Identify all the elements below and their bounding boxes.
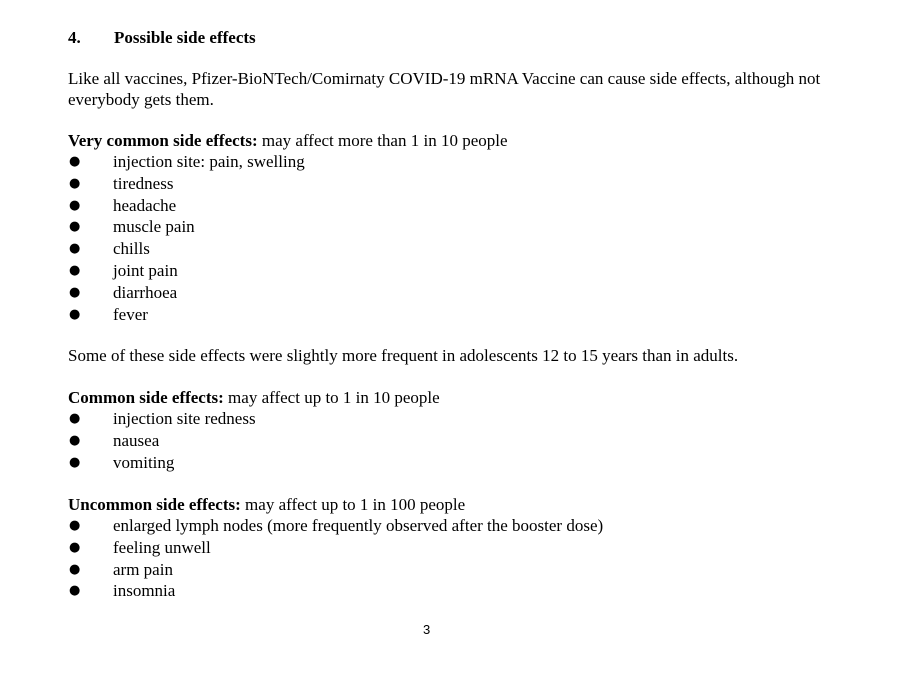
common-label: Common side effects: xyxy=(68,388,224,407)
uncommon-qualifier: may affect up to 1 in 100 people xyxy=(240,495,466,514)
list-item xyxy=(68,537,848,559)
bullet-icon: ● xyxy=(69,411,81,426)
very-common-qualifier: may affect more than 1 in 10 people xyxy=(257,131,508,150)
bullet-icon: ● xyxy=(69,175,81,191)
bullet-icon: ● xyxy=(69,262,81,278)
list-item xyxy=(68,452,848,474)
list-item-text: diarrhoea xyxy=(113,282,178,302)
list-item xyxy=(68,173,848,195)
common-list xyxy=(68,408,848,473)
bullet-icon: ● xyxy=(69,454,81,470)
list-item-text: feeling unwell xyxy=(113,537,211,557)
uncommon-heading xyxy=(68,494,848,515)
section-number: 4. xyxy=(68,28,81,47)
list-item xyxy=(68,195,848,217)
bullet-icon: ● xyxy=(69,432,81,448)
list-item-text: fever xyxy=(113,304,148,324)
bullet-icon: ● xyxy=(69,539,81,555)
list-item xyxy=(68,559,848,581)
list-item-text: injection site: pain, swelling xyxy=(113,152,305,171)
list-item-text: vomiting xyxy=(113,452,175,472)
very-common-list xyxy=(68,151,848,325)
uncommon-label: Uncommon side effects: xyxy=(68,495,241,514)
bullet-icon: ● xyxy=(69,154,81,169)
list-item xyxy=(68,430,848,452)
common-heading xyxy=(68,387,848,408)
list-item xyxy=(68,216,848,238)
list-item xyxy=(68,515,848,537)
list-item xyxy=(68,238,848,260)
bullet-icon: ● xyxy=(69,284,81,300)
list-item-text: chills xyxy=(113,239,150,259)
intro-paragraph: Like all vaccines, Pfizer-BioNTech/Comirnaty COVID-19 mRNA Vaccine can cause side effects, although not everybody gets them. xyxy=(68,69,821,109)
bullet-icon: ● xyxy=(69,241,81,257)
section-title: Possible side effects xyxy=(114,28,256,47)
list-item xyxy=(68,408,848,430)
list-item xyxy=(68,260,848,282)
list-item-text: arm pain xyxy=(113,559,173,579)
list-item-text: joint pain xyxy=(113,260,178,280)
adolescent-note: Some of these side effects were slightly more frequent in adolescents 12 to 15 years than in adults. xyxy=(68,346,739,365)
list-item-text: enlarged lymph nodes (more frequently observed after the booster dose) xyxy=(113,516,604,535)
list-item xyxy=(68,282,848,304)
uncommon-list xyxy=(68,515,848,602)
list-item xyxy=(68,304,848,326)
uncommon-block xyxy=(68,494,848,602)
list-item xyxy=(68,151,848,173)
page-number: 3 xyxy=(423,622,431,637)
list-item-text: tiredness xyxy=(113,173,174,193)
list-item-text: injection site redness xyxy=(113,409,256,428)
section-heading xyxy=(68,28,256,48)
list-item-text: muscle pain xyxy=(113,217,195,237)
list-item xyxy=(68,580,848,602)
list-item-text: headache xyxy=(113,195,177,215)
very-common-block xyxy=(68,130,848,325)
bullet-icon: ● xyxy=(69,518,81,533)
bullet-icon: ● xyxy=(69,306,81,322)
bullet-icon: ● xyxy=(69,561,81,577)
list-item-text: nausea xyxy=(113,430,160,450)
bullet-icon: ● xyxy=(69,219,81,235)
list-item-text: insomnia xyxy=(113,581,176,601)
very-common-heading xyxy=(68,130,848,151)
bullet-icon: ● xyxy=(69,197,81,213)
common-qualifier: may affect up to 1 in 10 people xyxy=(223,388,440,407)
bullet-icon: ● xyxy=(69,583,81,599)
common-block xyxy=(68,387,848,473)
very-common-label: Very common side effects: xyxy=(68,131,258,150)
